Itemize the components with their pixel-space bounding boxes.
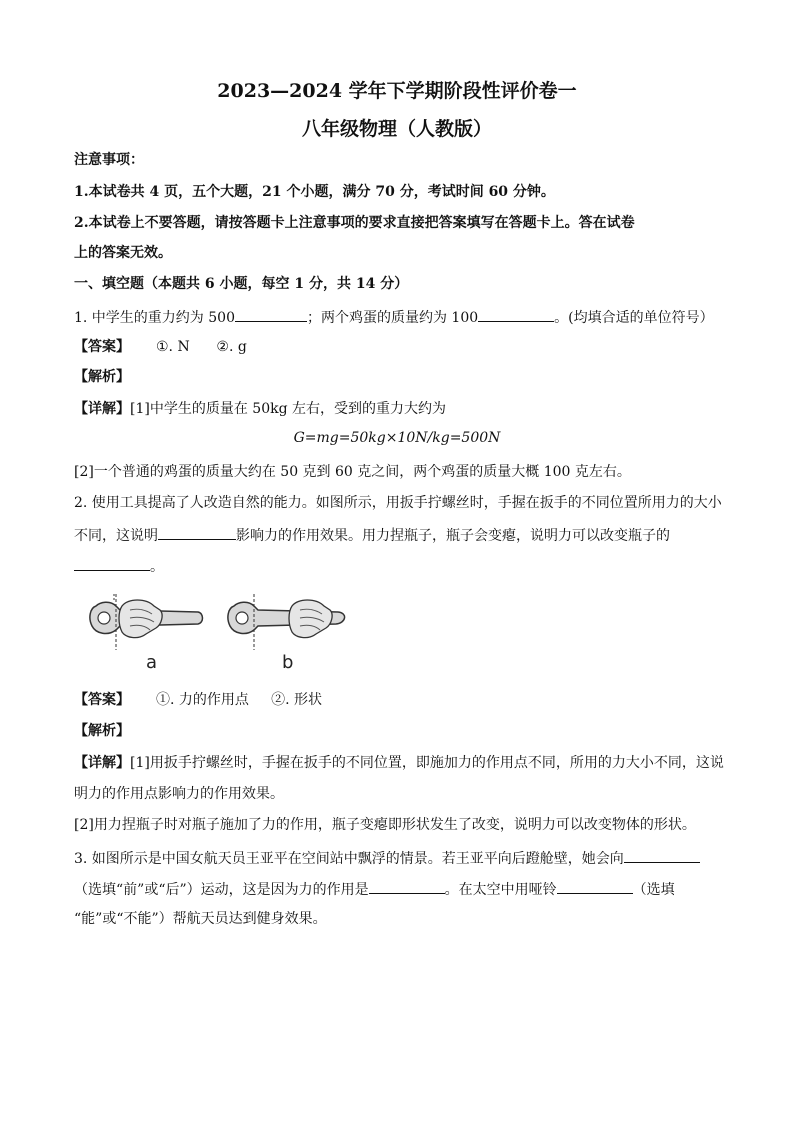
q1-text-2: ；两个鸡蛋的质量约为 100 — [306, 310, 479, 326]
detail-text: [1]用扳手拧螺丝时，手握在扳手的不同位置，即施加力的作用点不同，所用的力大小不同，这说 — [130, 755, 724, 771]
wrench-a — [90, 594, 203, 673]
q1-formula: G=mg=50kg×10N/kg=500N — [293, 430, 501, 446]
q2-text-3: 。 — [150, 559, 164, 575]
q3-blank-1 — [624, 847, 700, 863]
q1-detail-2: [2]一个普通的鸡蛋的质量大约在 50 克到 60 克之间，两个鸡蛋的质量大概 100 克左右。 — [74, 464, 631, 480]
q3-text-3: 。在太空中用哑铃 — [444, 882, 557, 898]
q3-line-2 — [74, 878, 675, 900]
notice-item-1: 1.本试卷共 4 页，五个大题，21 个小题，满分 70 分，考试时间 60 分钟。 — [74, 184, 555, 200]
q3-line-1 — [74, 847, 700, 869]
q2-answer — [74, 690, 322, 710]
q1-blank-1 — [235, 306, 307, 322]
q2-blank-1 — [158, 524, 236, 540]
section-heading: 一、填空题（本题共 6 小题，每空 1 分，共 14 分） — [74, 276, 409, 292]
answer-text: ①. N ②. g — [156, 339, 247, 355]
q2-detail-1b: 明力的作用点影响力的作用效果。 — [74, 786, 284, 802]
q1-analysis-tag: 【解析】 — [74, 369, 130, 385]
q1-text-3: 。(均填合适的单位符号） — [554, 310, 714, 326]
q2-line-2 — [74, 524, 670, 546]
page-title: 2023—2024 学年下学期阶段性评价卷一 — [217, 80, 577, 102]
notice-heading: 注意事项： — [74, 152, 144, 168]
q3-text-2: （选填“前”或“后”）运动，这是因为力的作用是 — [74, 882, 369, 898]
wrench-figure — [86, 588, 356, 678]
q2-text-1: 不同，这说明 — [74, 528, 158, 544]
q2-line-3 — [74, 555, 164, 577]
q1-detail-1 — [74, 399, 446, 419]
page-subtitle: 八年级物理（人教版） — [301, 118, 492, 140]
q3-text-4: （选填 — [632, 882, 675, 898]
q3-text-1: 3. 如图所示是中国女航天员王亚平在空间站中飘浮的情景。若王亚平向后蹬舱壁，她会向 — [74, 851, 624, 867]
q1-blank-2 — [478, 306, 554, 322]
q3-line-3: “能”或“不能”）帮航天员达到健身效果。 — [74, 911, 327, 927]
notice-item-2-line-1: 2.本试卷上不要答题，请按答题卡上注意事项的要求直接把答案填写在答题卡上。答在试卷 — [74, 215, 635, 231]
detail-text: [1]中学生的质量在 50kg 左右，受到的重力大约为 — [130, 401, 446, 417]
fig-label-b: b — [282, 652, 294, 673]
q2-blank-2 — [74, 555, 150, 571]
q2-detail-2: [2]用力捏瓶子时对瓶子施加了力的作用，瓶子变瘪即形状发生了改变，说明力可以改变物体的形状。 — [74, 817, 696, 833]
answer-tag: 【答案】 — [74, 339, 130, 355]
answer-tag: 【答案】 — [74, 692, 130, 708]
q2-analysis-tag: 【解析】 — [74, 723, 130, 739]
q1-answer — [74, 337, 247, 357]
fig-label-a: a — [146, 652, 158, 673]
q1-text-1: 1. 中学生的重力约为 500 — [74, 310, 235, 326]
q2-detail-1a — [74, 753, 724, 773]
detail-tag: 【详解】 — [74, 755, 130, 771]
wrench-b — [228, 594, 345, 673]
q2-line-1: 2. 使用工具提高了人改造自然的能力。如图所示，用扳手拧螺丝时，手握在扳手的不同位置所用力的大小 — [74, 495, 722, 511]
question-1 — [74, 306, 714, 328]
q3-blank-3 — [557, 878, 633, 894]
q3-blank-2 — [369, 878, 445, 894]
answer-text: ①. 力的作用点 ②. 形状 — [156, 692, 323, 708]
notice-item-2-line-2: 上的答案无效。 — [74, 245, 172, 261]
q2-text-2: 影响力的作用效果。用力捏瓶子，瓶子会变瘪，说明力可以改变瓶子的 — [236, 528, 670, 544]
detail-tag: 【详解】 — [74, 401, 130, 417]
